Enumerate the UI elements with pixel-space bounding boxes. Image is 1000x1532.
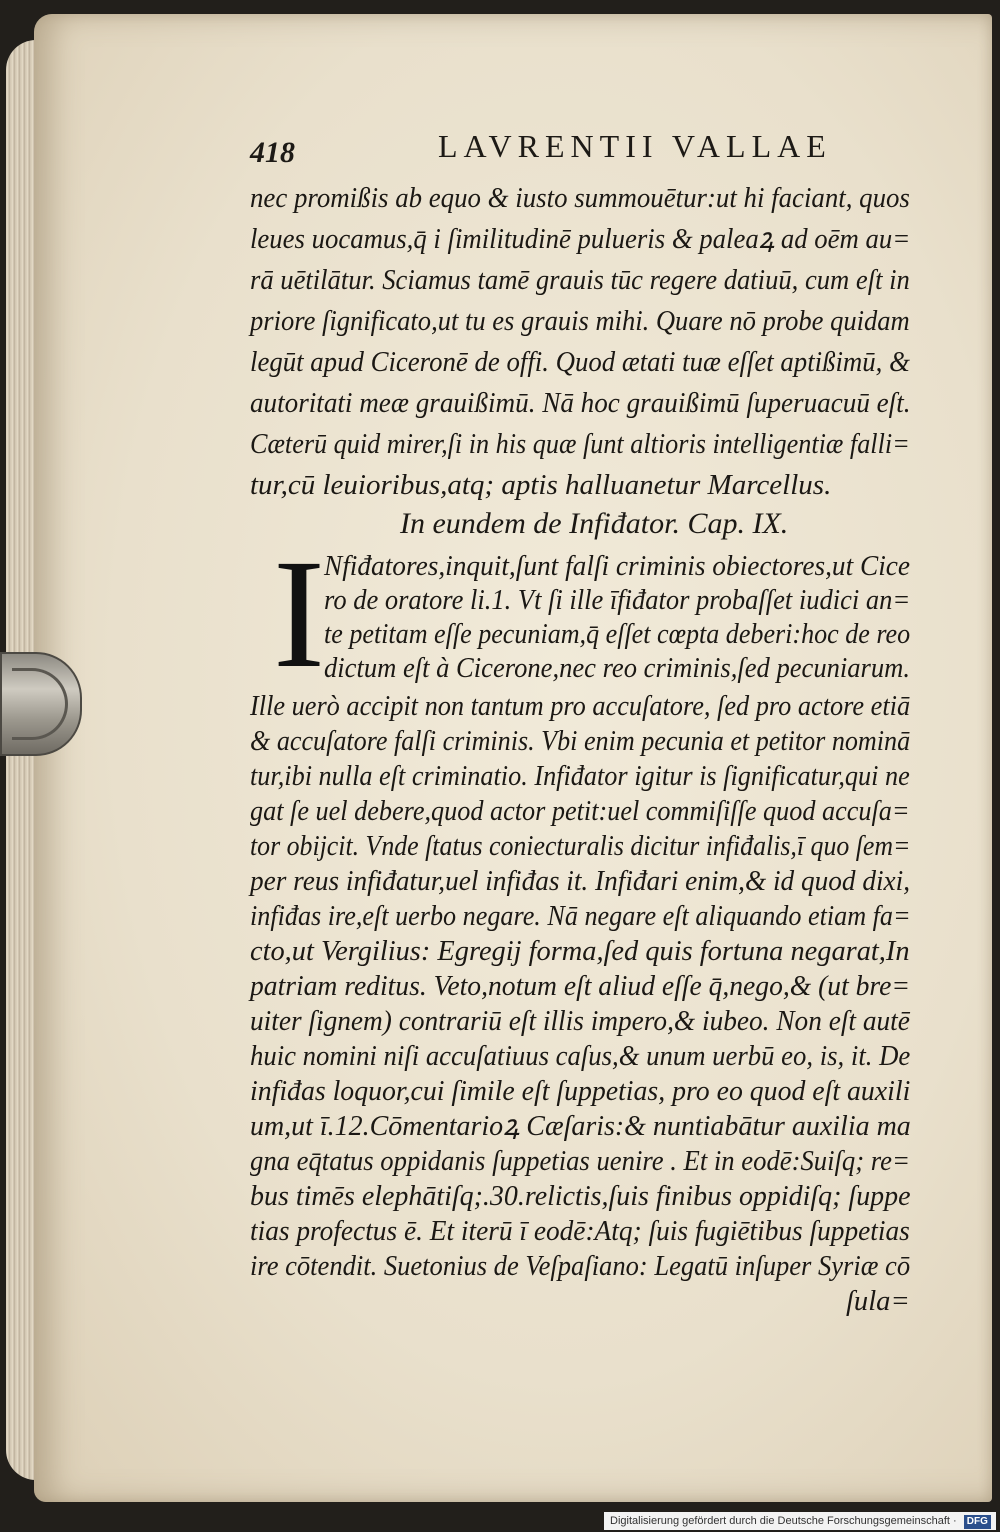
text-line: tur,cū leuioribus,atq; aptis halluanetur Marcellus. xyxy=(250,469,832,501)
text-line: dictum eſt à Cicerone,nec reo criminis,ſed pecuniarum. xyxy=(324,652,910,684)
running-head: LAVRENTII VALLAE xyxy=(438,128,832,164)
text-line: & accuſatore falſi criminis. Vbi enim pecunia et petitor nominā xyxy=(250,725,911,757)
text-line: patriam reditus. Veto,notum eſt aliud eſſe q̄,nego,& (ut bre= xyxy=(250,970,911,1002)
text-line: tur,ibi nulla eſt criminatio. Infiđator igitur is ſignificatur,qui ne xyxy=(250,760,910,792)
text-line: gat ſe uel debere,quod actor petit:uel commiſiſſe quod accuſa= xyxy=(250,795,910,827)
digitization-credit xyxy=(604,1512,996,1530)
initial-letter: I xyxy=(273,527,325,700)
text-line: tor obijcit. Vnde ſtatus coniecturalis dicitur infiđalis,ī quo ſem= xyxy=(250,830,911,862)
clip-loop xyxy=(12,668,68,740)
text-line: Ille uerò accipit non tantum pro accuſatore, ſed pro actore etiā xyxy=(250,690,911,722)
credit-text: Digitalisierung gefördert durch die Deutsche Forschungsgemeinschaft · xyxy=(610,1515,957,1527)
dfg-logo: DFG xyxy=(964,1515,991,1529)
text-line: um,ut ī.12.Cōmentarioꝝ Cæſaris:& nuntiabātur auxilia ma xyxy=(250,1110,911,1142)
text-line: gna eq̄tatus oppidanis ſuppetias uenire . Et in eodē:Suiſq; re= xyxy=(250,1145,910,1177)
text-line: ro de oratore li.1. Vt ſi ille īfiđator probaſſet iudici an= xyxy=(324,584,911,616)
text-line: te petitam eſſe pecuniam,q̄ eſſet cœpta deberi:hoc de reo xyxy=(324,618,911,650)
text-line: Nfiđatores,inquit,ſunt falſi criminis obiectores,ut Cice xyxy=(324,550,911,582)
catchword: ſula= xyxy=(846,1285,910,1317)
text-line: tias profectus ē. Et iterū ī eodē:Atq; ſuis fugiētibus ſuppetias xyxy=(250,1215,910,1247)
page-clip xyxy=(0,652,82,756)
text-line: cto,ut Vergilius: Egregij forma,ſed quis fortuna negarat,In xyxy=(250,935,910,967)
text-line: bus timēs elephātiſq;.30.relictis,ſuis finibus oppidiſq; ſuppe xyxy=(250,1180,911,1212)
text-line: huic nomini niſi accuſatiuus caſus,& unum uerbū eo, is, it. De xyxy=(250,1040,911,1072)
text-line: per reus infiđatur,uel infiđas it. Infiđari enim,& id quod dixi, xyxy=(250,865,911,897)
text-line: leues uocamus,q̄ i ſimilitudinē pulueris & paleaꝝ ad oēm au= xyxy=(250,223,911,255)
text-line: nec promißis ab equo & iusto summouētur:ut hi faciant, quos xyxy=(250,182,910,214)
chapter-title: In eundem de Infiđator. Cap. IX. xyxy=(400,507,789,540)
text-line: Cæterū quid mirer,ſi in his quæ ſunt altioris intelligentiæ falli= xyxy=(250,428,910,460)
folio-number: 418 xyxy=(250,136,295,169)
text-line: legūt apud Ciceronē de offi. Quod ætati tuæ eſſet aptißimū, & xyxy=(250,346,910,378)
text-line: rā uētilātur. Sciamus tamē grauis tūc regere datiuū, cum eſt in xyxy=(250,264,910,296)
text-line: ire cōtendit. Suetonius de Veſpaſiano: Legatū inſuper Syriæ cō xyxy=(250,1250,911,1282)
text-line: infiđas ire,eſt uerbo negare. Nā negare eſt aliquando etiam fa= xyxy=(250,900,911,932)
text-line: infiđas loquor,cui ſimile eſt ſuppetias, pro eo quod eſt auxili xyxy=(250,1075,911,1107)
text-line: autoritati meæ grauißimū. Nā hoc grauißimū ſuperuacuū eſt. xyxy=(250,387,911,419)
page-header xyxy=(250,128,850,168)
text-line: priore ſignificato,ut tu es grauis mihi. Quare nō probe quidam xyxy=(250,305,910,337)
text-line: uiter ſignem) contrariū eſt illis impero,& iubeo. Non eſt autē xyxy=(250,1005,910,1037)
